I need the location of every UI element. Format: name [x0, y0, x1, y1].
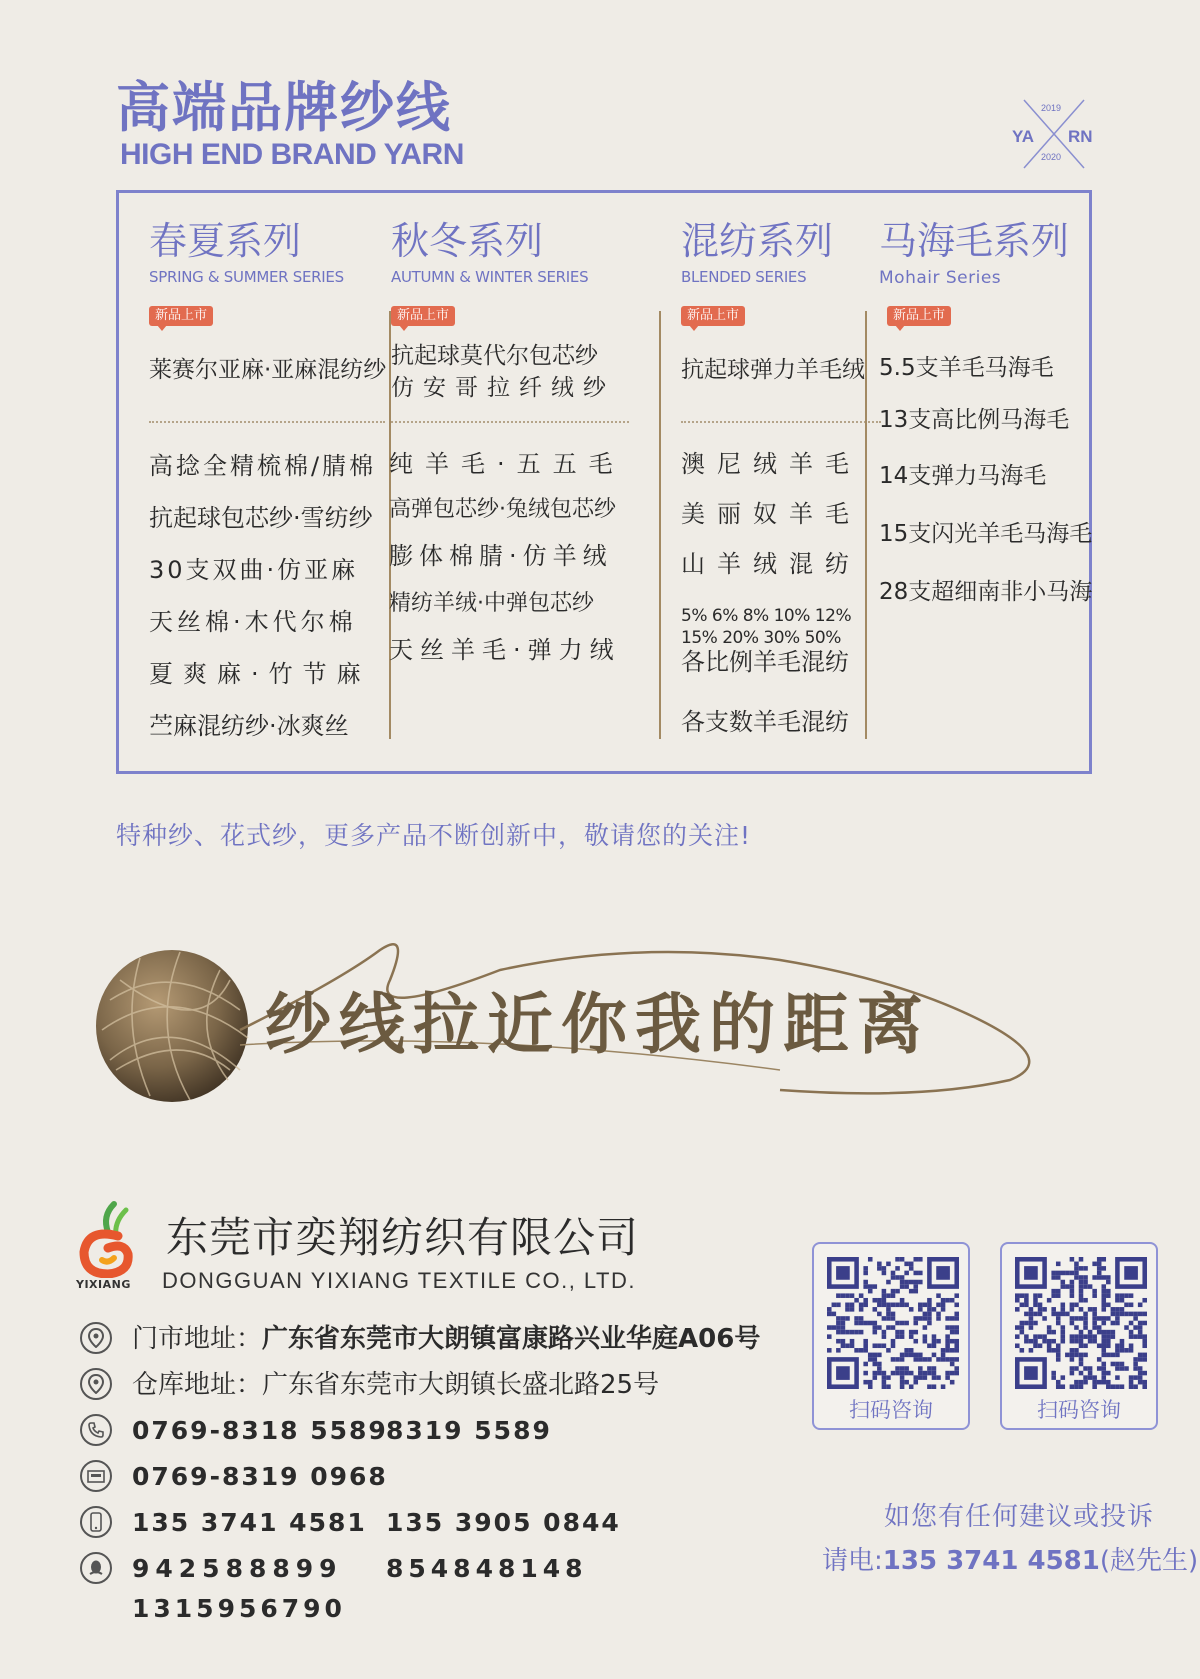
series-spring-summer: [119, 193, 389, 771]
company-name-english: DONGGUAN YIXIANG TEXTILE CO., LTD.: [162, 1268, 636, 1293]
complaint-suffix: (赵先生): [1099, 1546, 1199, 1576]
series-title: 马海毛系列: [879, 219, 1070, 263]
qq-number: 1315956790: [132, 1594, 346, 1623]
new-badge: 新品上市: [681, 306, 745, 326]
qq-number: 942588899: [132, 1554, 343, 1583]
yarn-ball-icon: [96, 950, 248, 1102]
mobile-number[interactable]: 135 3741 4581: [132, 1508, 367, 1537]
list-item: 美丽奴羊毛: [681, 500, 861, 528]
yarn-year-mark: [1004, 96, 1104, 172]
complaint-line: 如您有任何建议或投诉: [884, 1502, 1155, 1532]
complaint-contact: [822, 1540, 1198, 1577]
series-frame: [116, 190, 1092, 774]
qq-penguin-icon: [80, 1552, 112, 1584]
series-subtitle: BLENDED SERIES: [681, 268, 807, 286]
list-item: 膨体棉腈·仿羊绒: [389, 542, 613, 570]
divider: [149, 421, 385, 423]
list-item: 山羊绒混纺: [681, 550, 861, 578]
phone-number[interactable]: 0769-8318 5589: [132, 1416, 388, 1445]
logo-label: YIXIANG: [76, 1278, 131, 1291]
ratio-list: 5% 6% 8% 10% 12%: [681, 606, 852, 626]
list-item: 高弹包芯纱·兔绒包芯纱: [389, 497, 616, 522]
list-item: 14支弹力马海毛: [879, 463, 1047, 489]
list-item: 5.5支羊毛马海毛: [879, 355, 1054, 381]
warehouse-address-label: 仓库地址：: [132, 1370, 263, 1400]
qr-label: 扫码咨询: [849, 1398, 933, 1422]
mobile-number[interactable]: 135 3905 0844: [386, 1508, 621, 1537]
series-title: 秋冬系列: [391, 219, 544, 263]
complaint-prefix: 请电:: [822, 1546, 883, 1576]
mobile-phone-icon: [80, 1506, 112, 1538]
complaint-phone[interactable]: 135 3741 4581: [882, 1546, 1100, 1576]
series-subtitle: AUTUMN & WINTER SERIES: [391, 268, 589, 286]
series-subtitle: SPRING & SUMMER SERIES: [149, 268, 344, 286]
company-logo-icon: [74, 1198, 138, 1278]
mark-right: RN: [1068, 127, 1093, 146]
list-item: 澳尼绒羊毛: [681, 450, 861, 478]
series-title: 春夏系列: [149, 219, 302, 263]
mark-year-top: 2019: [1041, 103, 1062, 113]
series-mohair: [865, 193, 1093, 771]
mark-year-bottom: 2020: [1041, 152, 1062, 162]
page-title-english: HIGH END BRAND YARN: [120, 138, 464, 171]
list-item: 抗起球包芯纱·雪纺纱: [149, 504, 373, 532]
list-item: 15支闪光羊毛马海毛: [879, 521, 1093, 547]
divider: [391, 421, 629, 423]
list-item: 纯羊毛·五五毛: [389, 450, 625, 478]
phone-number[interactable]: 8319 5589: [386, 1416, 552, 1445]
new-item: 抗起球弹力羊毛绒: [681, 357, 865, 383]
list-item: 13支高比例马海毛: [879, 407, 1070, 433]
new-badge: 新品上市: [887, 306, 951, 326]
new-item: 莱赛尔亚麻·亚麻混纺纱: [149, 357, 387, 383]
page-title: 高端品牌纱线: [116, 76, 452, 139]
location-pin-icon: [80, 1322, 112, 1354]
list-item: 高捻全精梳棉/腈棉: [149, 452, 377, 480]
new-item: 仿安哥拉纤绒纱: [391, 375, 615, 401]
tagline: 特种纱、花式纱，更多产品不断创新中，敬请您的关注!: [116, 821, 752, 850]
list-item: 28支超细南非小马海: [879, 579, 1093, 605]
qr-label: 扫码咨询: [1037, 1398, 1121, 1422]
qr-card[interactable]: [1000, 1242, 1158, 1430]
list-item: 苎麻混纺纱·冰爽丝: [149, 712, 349, 740]
list-item: 夏爽麻·竹节麻: [149, 660, 371, 688]
new-badge: 新品上市: [391, 306, 455, 326]
mark-left: YA: [1012, 127, 1035, 146]
store-address-label: 门市地址：: [132, 1324, 263, 1354]
series-title: 混纺系列: [681, 219, 834, 263]
qr-code-icon[interactable]: [1015, 1257, 1147, 1389]
store-address: 广东省东莞市大朗镇富康路兴业华庭A06号: [262, 1324, 761, 1354]
slogan: 纱线拉近你我的距离: [265, 986, 931, 1063]
list-item: 30支双曲·仿亚麻: [149, 556, 359, 584]
new-item: 抗起球莫代尔包芯纱: [391, 343, 598, 369]
fax-icon: [80, 1460, 112, 1492]
company-name: 东莞市奕翔纺织有限公司: [166, 1213, 640, 1262]
list-item: 精纺羊绒·中弹包芯纱: [389, 591, 594, 616]
warehouse-address: 广东省东莞市大朗镇长盛北路25号: [262, 1370, 660, 1400]
list-item: 天丝棉·木代尔棉: [149, 608, 357, 636]
divider: [681, 421, 881, 423]
series-subtitle: Mohair Series: [879, 268, 1002, 288]
fax-number: 0769-8319 0968: [132, 1462, 388, 1491]
series-blended: [659, 193, 865, 771]
list-item: 天丝羊毛·弹力绒: [389, 636, 621, 664]
phone-icon: [80, 1414, 112, 1446]
qr-card[interactable]: [812, 1242, 970, 1430]
ratio-list: 15% 20% 30% 50%: [681, 628, 841, 648]
list-item: 各支数羊毛混纺: [681, 708, 849, 736]
qq-number: 854848148: [386, 1554, 588, 1583]
location-pin-icon: [80, 1368, 112, 1400]
list-item: 各比例羊毛混纺: [681, 648, 849, 676]
new-badge: 新品上市: [149, 306, 213, 326]
series-autumn-winter: [389, 193, 649, 771]
qr-code-icon[interactable]: [827, 1257, 959, 1389]
